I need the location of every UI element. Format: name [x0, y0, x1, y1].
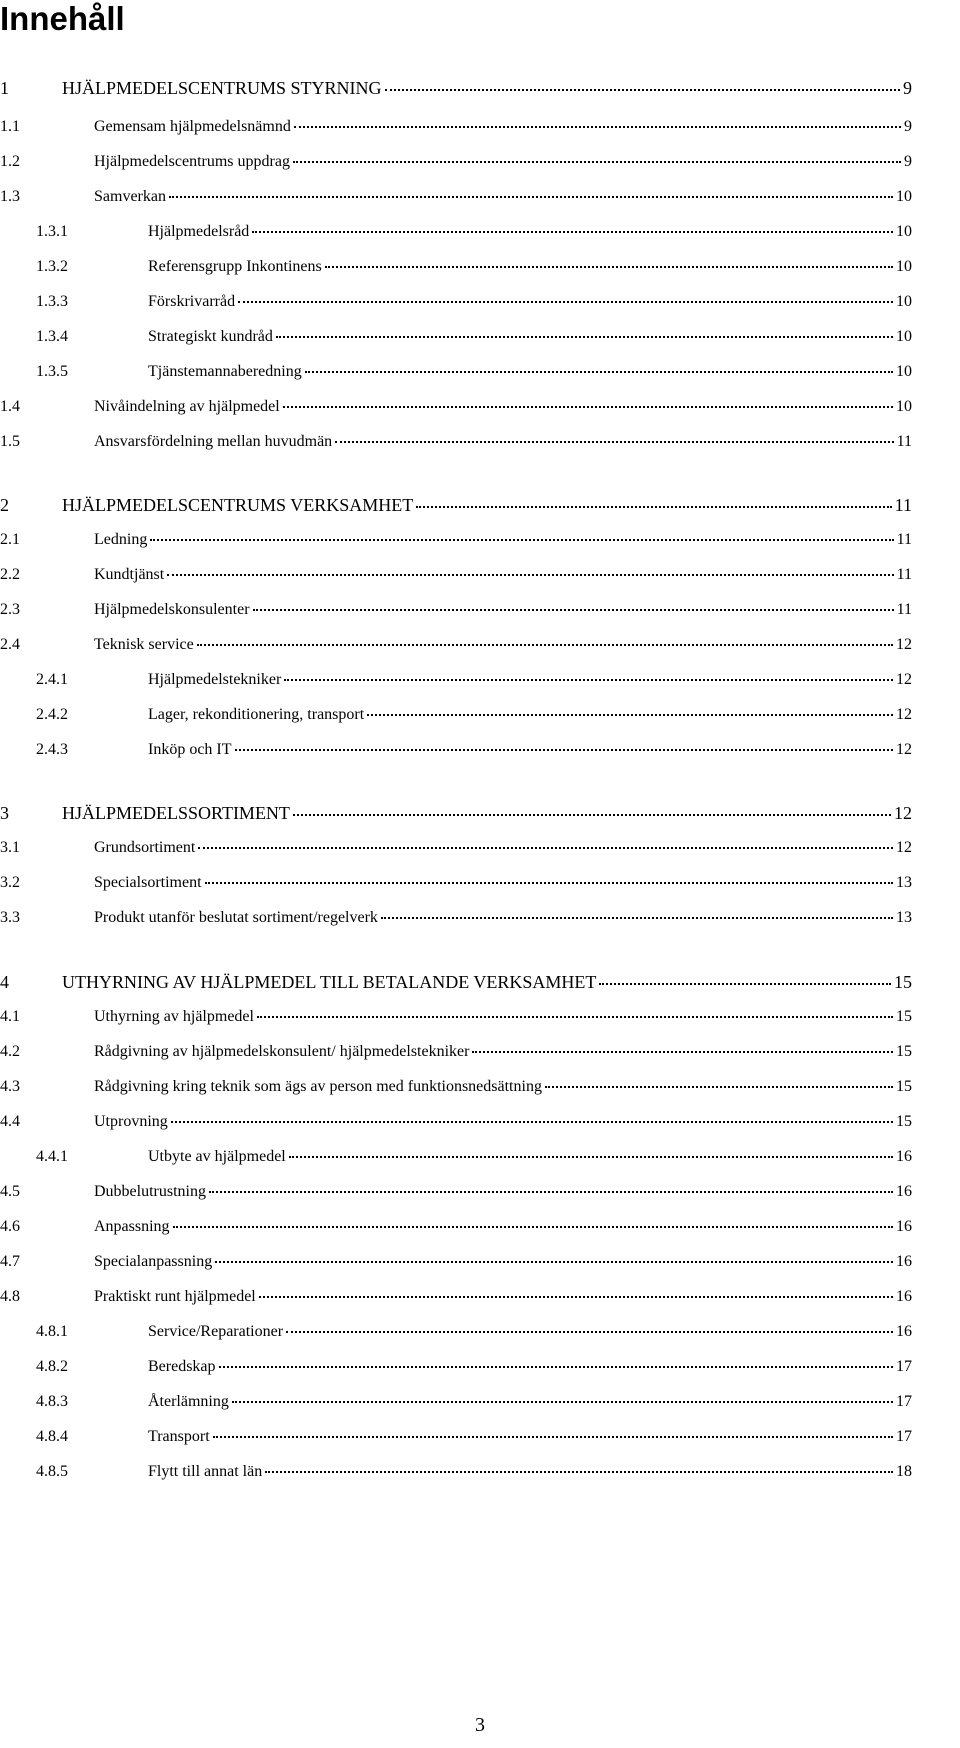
- toc-entry-page: 17: [896, 1428, 912, 1445]
- dot-leader: [305, 371, 893, 373]
- dot-leader: [416, 506, 891, 508]
- toc-entry-number: 1.1: [0, 118, 20, 135]
- dot-leader: [385, 89, 900, 91]
- toc-entry-number: 4: [0, 972, 9, 992]
- toc-entry-title: Praktiskt runt hjälpmedel: [94, 1288, 256, 1305]
- dot-leader: [265, 1471, 893, 1473]
- toc-entry[interactable]: [0, 1147, 960, 1167]
- toc-entry-title: Uthyrning av hjälpmedel: [94, 1008, 254, 1025]
- toc-entry[interactable]: [0, 1357, 960, 1377]
- dot-leader: [367, 714, 893, 716]
- toc-entry[interactable]: [0, 803, 960, 823]
- toc-entry[interactable]: [0, 78, 960, 98]
- toc-entry-number: 2.2: [0, 566, 20, 583]
- toc-heading: Innehåll: [0, 0, 125, 37]
- toc-entry-title: Utbyte av hjälpmedel: [148, 1148, 286, 1165]
- dot-leader: [257, 1016, 893, 1018]
- toc-entry-title: Nivåindelning av hjälpmedel: [94, 398, 280, 415]
- dot-leader: [293, 814, 891, 816]
- toc-entry-page: 15: [896, 1043, 912, 1060]
- toc-entry-title: Hjälpmedelskonsulenter: [94, 601, 250, 618]
- toc-entry-title: Kundtjänst: [94, 566, 165, 583]
- toc-entry-number: 1.3.4: [36, 328, 68, 345]
- toc-entry-page: 11: [894, 495, 912, 515]
- toc-entry-page: 12: [896, 839, 912, 856]
- toc-entry-number: 2.4.2: [36, 706, 68, 723]
- dot-leader: [289, 1156, 893, 1158]
- dot-leader: [173, 1226, 893, 1228]
- dot-leader: [150, 539, 893, 541]
- toc-entry[interactable]: [0, 362, 960, 382]
- toc-entry-title: Återlämning: [148, 1393, 229, 1410]
- dot-leader: [276, 336, 893, 338]
- dot-leader: [167, 574, 893, 576]
- dot-leader: [213, 1436, 893, 1438]
- dot-leader: [197, 644, 893, 646]
- toc-entry[interactable]: [0, 873, 960, 893]
- toc-entry-number: 1.3: [0, 188, 20, 205]
- toc-entry-page: 15: [896, 1078, 912, 1095]
- dot-leader: [286, 1331, 893, 1333]
- toc-entry-title: Gemensam hjälpmedelsnämnd: [94, 118, 291, 135]
- toc-entry-number: 2.3: [0, 601, 20, 618]
- toc-entry-title: Beredskap: [148, 1358, 216, 1375]
- toc-entry-title: Hjälpmedelsråd: [148, 223, 250, 240]
- toc-entry-page: 12: [894, 803, 912, 823]
- toc-entry-page: 12: [896, 636, 912, 653]
- toc-entry-title: Dubbelutrustning: [94, 1183, 206, 1200]
- toc-entry-page: 16: [896, 1218, 912, 1235]
- toc-entry-page: 11: [896, 601, 912, 618]
- toc-entry-number: 4.4: [0, 1113, 20, 1130]
- toc-entry-page: 9: [904, 153, 912, 170]
- toc-entry-page: 12: [896, 706, 912, 723]
- toc-entry[interactable]: [0, 908, 960, 928]
- toc-entry-title: Transport: [148, 1428, 210, 1445]
- toc-entry-number: 3.1: [0, 839, 20, 856]
- toc-entry-title: Teknisk service: [94, 636, 194, 653]
- toc-entry-page: 12: [896, 671, 912, 688]
- dot-leader: [335, 441, 893, 443]
- toc-entry-number: 4.4.1: [36, 1148, 68, 1165]
- toc-entry-page: 10: [896, 223, 912, 240]
- toc-entry-number: 2: [0, 495, 9, 515]
- toc-entry-number: 4.8.4: [36, 1428, 68, 1445]
- toc-entry-number: 4.5: [0, 1183, 20, 1200]
- toc-entry-page: 16: [896, 1288, 912, 1305]
- dot-leader: [259, 1296, 893, 1298]
- toc-entry[interactable]: [0, 705, 960, 725]
- toc-entry-title: HJÄLPMEDELSCENTRUMS VERKSAMHET: [62, 495, 414, 515]
- toc-entry-title: Hjälpmedelstekniker: [148, 671, 282, 688]
- dot-leader: [472, 1051, 893, 1053]
- toc-entry-page: 9: [903, 78, 912, 98]
- dot-leader: [325, 266, 893, 268]
- dot-leader: [198, 847, 893, 849]
- dot-leader: [219, 1366, 893, 1368]
- toc-entry[interactable]: [0, 1427, 960, 1447]
- toc-entry-page: 9: [904, 118, 912, 135]
- dot-leader: [215, 1261, 893, 1263]
- toc-entry-number: 4.8.2: [36, 1358, 68, 1375]
- toc-entry-title: Tjänstemannaberedning: [148, 363, 302, 380]
- toc-entry-page: 16: [896, 1183, 912, 1200]
- toc-entry-number: 4.2: [0, 1043, 20, 1060]
- toc-entry-page: 18: [896, 1463, 912, 1480]
- toc-entry[interactable]: [0, 1322, 960, 1342]
- toc-entry-title: Grundsortiment: [94, 839, 196, 856]
- toc-entry[interactable]: [0, 495, 960, 515]
- toc-entry-number: 4.8.5: [36, 1463, 68, 1480]
- toc-entry-title: Rådgivning av hjälpmedelskonsulent/ hjälpmedelstekniker: [94, 1043, 470, 1060]
- dot-leader: [209, 1191, 893, 1193]
- toc-entry-number: 4.8.3: [36, 1393, 68, 1410]
- toc-entry[interactable]: [0, 187, 960, 207]
- toc-entry-page: 13: [896, 909, 912, 926]
- toc-entry[interactable]: [0, 257, 960, 277]
- toc-entry[interactable]: [0, 1182, 960, 1202]
- toc-entry-title: Produkt utanför beslutat sortiment/regelverk: [94, 909, 378, 926]
- toc-entry-page: 10: [896, 293, 912, 310]
- toc-entry-page: 11: [896, 433, 912, 450]
- toc-entry-title: Inköp och IT: [148, 741, 232, 758]
- toc-entry-page: 16: [896, 1323, 912, 1340]
- toc-entry-number: 3.3: [0, 909, 20, 926]
- toc-entry-page: 16: [896, 1148, 912, 1165]
- toc-entry-number: 1.5: [0, 433, 20, 450]
- toc-entry[interactable]: [0, 1252, 960, 1272]
- toc-entry-page: 17: [896, 1393, 912, 1410]
- toc-entry-number: 1.3.3: [36, 293, 68, 310]
- page-number: 3: [475, 1714, 485, 1736]
- toc-entry-title: Lager, rekonditionering, transport: [148, 706, 365, 723]
- toc-entry-page: 11: [896, 531, 912, 548]
- toc-entry-page: 11: [896, 566, 912, 583]
- toc-entry[interactable]: [0, 327, 960, 347]
- toc-entry[interactable]: [0, 565, 960, 585]
- toc-entry-number: 4.6: [0, 1218, 20, 1235]
- toc-entry-number: 1.4: [0, 398, 20, 415]
- toc-entry[interactable]: [0, 222, 960, 242]
- toc-entry-page: 16: [896, 1253, 912, 1270]
- toc-entry-title: Förskrivarråd: [148, 293, 236, 310]
- toc-entry[interactable]: [0, 1462, 960, 1482]
- toc-entry-title: Strategiskt kundråd: [148, 328, 273, 345]
- toc-entry-number: 2.1: [0, 531, 20, 548]
- toc-entry-page: 10: [896, 398, 912, 415]
- toc-entry-number: 4.8.1: [36, 1323, 68, 1340]
- toc-entry[interactable]: [0, 292, 960, 312]
- toc-entry-title: HJÄLPMEDELSCENTRUMS STYRNING: [62, 78, 382, 98]
- toc-entry[interactable]: [0, 530, 960, 550]
- toc-entry[interactable]: [0, 432, 960, 452]
- toc-entry[interactable]: [0, 152, 960, 172]
- toc-entry-title: Specialanpassning: [94, 1253, 213, 1270]
- toc-entry-title: Ledning: [94, 531, 148, 548]
- toc-entry-number: 3.2: [0, 874, 20, 891]
- toc-entry-title: Utprovning: [94, 1113, 168, 1130]
- toc-entry-number: 1.3.5: [36, 363, 68, 380]
- dot-leader: [232, 1401, 893, 1403]
- toc-entry-page: 10: [896, 188, 912, 205]
- toc-entry-title: Ansvarsfördelning mellan huvudmän: [94, 433, 333, 450]
- dot-leader: [171, 1121, 893, 1123]
- toc-entry-page: 15: [896, 1113, 912, 1130]
- toc-entry[interactable]: [0, 670, 960, 690]
- toc-entry[interactable]: [0, 1287, 960, 1307]
- dot-leader: [545, 1086, 893, 1088]
- toc-entry-page: 10: [896, 363, 912, 380]
- toc-entry-page: 17: [896, 1358, 912, 1375]
- toc-entry-page: 13: [896, 874, 912, 891]
- toc-entry[interactable]: [0, 600, 960, 620]
- toc-entry[interactable]: [0, 740, 960, 760]
- toc-entry-number: 1: [0, 78, 9, 98]
- toc-entry-page: 15: [896, 1008, 912, 1025]
- toc-entry-title: Hjälpmedelscentrums uppdrag: [94, 153, 290, 170]
- dot-leader: [235, 749, 893, 751]
- toc-entry-number: 2.4.3: [36, 741, 68, 758]
- toc-entry-title: Flytt till annat län: [148, 1463, 263, 1480]
- toc-entry[interactable]: [0, 397, 960, 417]
- toc-entry-number: 4.8: [0, 1288, 20, 1305]
- toc-entry[interactable]: [0, 1007, 960, 1027]
- toc-entry-title: Samverkan: [94, 188, 166, 205]
- toc-entry-page: 12: [896, 741, 912, 758]
- dot-leader: [169, 196, 893, 198]
- dot-leader: [599, 983, 891, 985]
- toc-entry[interactable]: [0, 1112, 960, 1132]
- toc-entry-title: Rådgivning kring teknik som ägs av person med funktionsnedsättning: [94, 1078, 542, 1095]
- toc-entry-number: 1.3.1: [36, 223, 68, 240]
- dot-leader: [283, 406, 893, 408]
- dot-leader: [381, 917, 893, 919]
- dot-leader: [253, 609, 894, 611]
- toc-entry-page: 10: [896, 258, 912, 275]
- toc-entry-number: 3: [0, 803, 9, 823]
- toc-entry[interactable]: [0, 838, 960, 858]
- toc-entry-title: Specialsortiment: [94, 874, 202, 891]
- toc-entry-number: 2.4.1: [36, 671, 68, 688]
- toc-entry-page: 15: [894, 972, 912, 992]
- toc-entry-number: 2.4: [0, 636, 20, 653]
- toc-entry-title: HJÄLPMEDELSSORTIMENT: [62, 803, 290, 823]
- dot-leader: [252, 231, 893, 233]
- dot-leader: [238, 301, 893, 303]
- toc-entry[interactable]: [0, 1392, 960, 1412]
- toc-entry[interactable]: [0, 117, 960, 137]
- toc-entry[interactable]: [0, 635, 960, 655]
- toc-entry-number: 1.3.2: [36, 258, 68, 275]
- dot-leader: [293, 161, 901, 163]
- toc-entry[interactable]: [0, 1042, 960, 1062]
- toc-entry-title: Anpassning: [94, 1218, 170, 1235]
- toc-entry-number: 4.3: [0, 1078, 20, 1095]
- toc-entry[interactable]: [0, 1077, 960, 1097]
- toc-entry-title: Service/Reparationer: [148, 1323, 284, 1340]
- toc-entry-title: Referensgrupp Inkontinens: [148, 258, 322, 275]
- toc-entry[interactable]: [0, 1217, 960, 1237]
- toc-entry-number: 4.7: [0, 1253, 20, 1270]
- toc-entry-title: UTHYRNING AV HJÄLPMEDEL TILL BETALANDE VERKSAMHET: [62, 972, 597, 992]
- toc-entry-page: 10: [896, 328, 912, 345]
- toc-entry-number: 1.2: [0, 153, 20, 170]
- dot-leader: [205, 882, 893, 884]
- toc-entry[interactable]: [0, 972, 960, 992]
- dot-leader: [284, 679, 893, 681]
- toc-entry-number: 4.1: [0, 1008, 20, 1025]
- dot-leader: [294, 126, 901, 128]
